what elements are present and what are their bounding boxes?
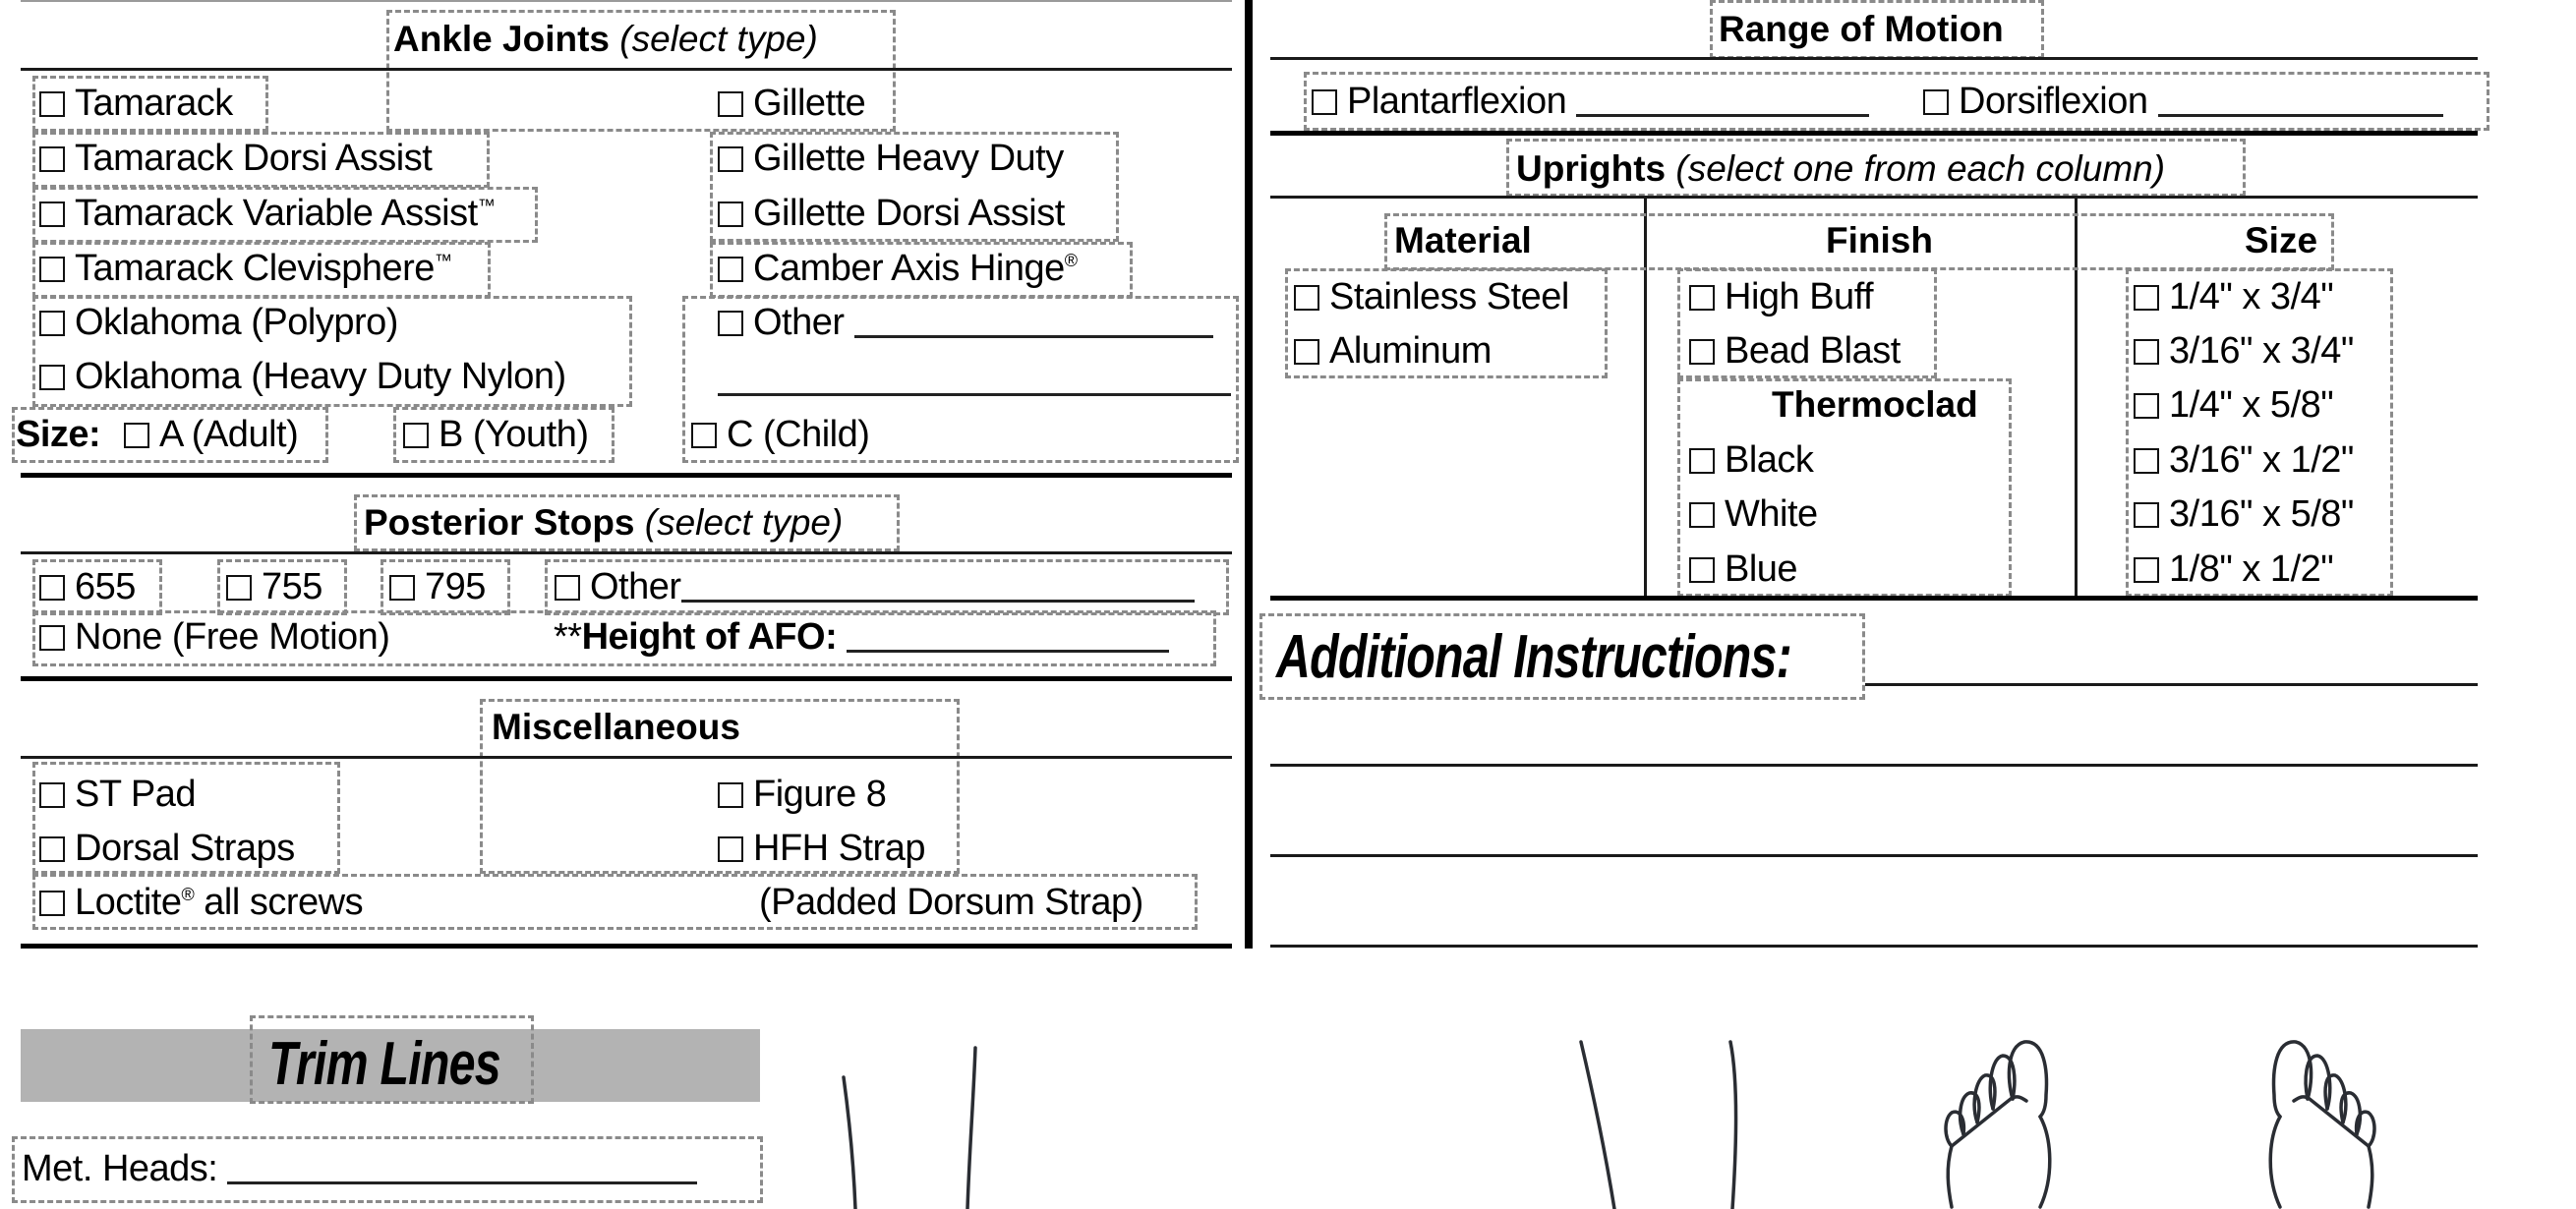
other-input[interactable] [854,306,1213,338]
met-heads-input[interactable] [227,1152,697,1184]
checkbox[interactable] [718,782,743,808]
additional-instructions-title: Additional Instructions: [1276,623,1791,691]
miscellaneous-title: Miscellaneous [492,707,740,747]
checkbox[interactable] [389,575,415,601]
instructions-line-3[interactable] [1270,854,2478,857]
checkbox[interactable] [1294,339,1319,365]
stop-other-input[interactable] [681,570,1195,603]
checkbox[interactable] [39,891,65,916]
uprights-title: Uprights (select one from each column) [1516,148,2166,189]
checkbox[interactable] [2134,448,2159,474]
checkbox[interactable] [1294,285,1319,311]
foot-right-drawing [2207,1040,2379,1207]
checkbox[interactable] [39,91,65,117]
dorsiflexion-input[interactable] [2158,85,2443,117]
thermoclad-black[interactable]: Black [1689,438,1813,482]
material-header: Material [1394,220,1532,260]
column-divider [1245,0,1253,949]
checkbox[interactable] [2134,502,2159,528]
misc-header-rule [21,756,1232,759]
checkbox[interactable] [1312,89,1337,115]
finish-high-buff[interactable]: High Buff [1689,275,1873,318]
thermoclad-header: Thermoclad [1772,384,1978,425]
size-option-5[interactable]: 3/16" x 5/8" [2134,492,2354,536]
rom-dorsiflexion[interactable]: Dorsiflexion [1923,80,2443,123]
leg-back-view-drawing [1573,1042,1750,1209]
size-option-2[interactable]: 3/16" x 3/4" [2134,329,2354,373]
misc-dorsal-straps[interactable]: Dorsal Straps [39,827,295,870]
ankle-joints-header-rule [21,68,1232,71]
size-option-6[interactable]: 1/8" x 1/2" [2134,547,2333,591]
checkbox[interactable] [39,311,65,336]
uprights-header-rule [1270,196,2478,199]
checkbox[interactable] [39,257,65,282]
misc-figure-8[interactable]: Figure 8 [718,773,886,816]
checkbox[interactable] [718,257,743,282]
option-oklahoma-hd-nylon[interactable]: Oklahoma (Heavy Duty Nylon) [39,355,566,398]
other-input-line-2[interactable] [718,393,1231,396]
stop-655[interactable]: 655 [39,565,136,608]
finish-bead-blast[interactable]: Bead Blast [1689,329,1901,373]
checkbox[interactable] [39,365,65,390]
thermoclad-blue[interactable]: Blue [1689,547,1797,591]
rom-header-rule [1270,57,2478,60]
height-of-afo: **Height of AFO: [554,615,1169,659]
option-gillette-dorsi-assist[interactable]: Gillette Dorsi Assist [718,192,1065,235]
option-gillette-heavy-duty[interactable]: Gillette Heavy Duty [718,137,1064,180]
padded-dorsum-note: (Padded Dorsum Strap) [759,882,1143,923]
option-tamarack-clevisphere[interactable]: Tamarack Clevisphere™ [39,247,451,290]
checkbox[interactable] [403,423,429,448]
checkbox[interactable] [2134,393,2159,419]
checkbox[interactable] [718,91,743,117]
checkbox[interactable] [691,423,717,448]
instructions-line-1[interactable] [1865,683,2478,686]
checkbox[interactable] [2134,339,2159,365]
checkbox[interactable] [555,575,580,601]
checkbox[interactable] [39,625,65,651]
checkbox[interactable] [39,575,65,601]
instructions-line-4[interactable] [1270,945,2478,948]
checkbox[interactable] [2134,557,2159,583]
checkbox[interactable] [1689,557,1715,583]
uprights-col-divider-1 [1644,197,1647,598]
posterior-header-rule [21,551,1232,554]
checkbox[interactable] [718,202,743,227]
checkbox[interactable] [1689,448,1715,474]
checkbox[interactable] [1689,285,1715,311]
section-rule [21,473,1232,478]
option-tamarack-dorsi-assist[interactable]: Tamarack Dorsi Assist [39,137,432,180]
checkbox[interactable] [39,836,65,862]
uprights-col-divider-2 [2075,197,2078,598]
stop-other[interactable]: Other [555,565,1195,608]
section-rule [21,676,1232,681]
rom-bottom-rule [1270,131,2478,136]
checkbox[interactable] [39,202,65,227]
stop-795[interactable]: 795 [389,565,486,608]
misc-st-pad[interactable]: ST Pad [39,773,196,816]
checkbox[interactable] [718,836,743,862]
size-adult[interactable]: A (Adult) [124,413,298,456]
checkbox[interactable] [718,146,743,172]
leg-side-view-drawing [836,1042,993,1209]
section-rule [21,944,1232,949]
size-child[interactable]: C (Child) [691,413,869,456]
checkbox[interactable] [1923,89,1949,115]
checkbox[interactable] [226,575,252,601]
checkbox[interactable] [2134,285,2159,311]
option-tamarack-variable-assist[interactable]: Tamarack Variable Assist™ [39,192,495,235]
size-youth[interactable]: B (Youth) [403,413,589,456]
size-option-3[interactable]: 1/4" x 5/8" [2134,383,2333,427]
material-stainless-steel[interactable]: Stainless Steel [1294,275,1569,318]
checkbox[interactable] [124,423,149,448]
foot-left-drawing [1942,1040,2114,1207]
size-option-4[interactable]: 3/16" x 1/2" [2134,438,2354,482]
top-border [21,0,1232,2]
misc-hfh-strap[interactable]: HFH Strap [718,827,925,870]
option-gillette[interactable]: Gillette [718,82,865,125]
option-camber-axis-hinge[interactable]: Camber Axis Hinge® [718,247,1078,290]
height-of-afo-input[interactable] [847,620,1169,653]
posterior-stops-title: Posterior Stops (select type) [364,502,844,543]
size-option-1[interactable]: 1/4" x 3/4" [2134,275,2333,318]
instructions-line-2[interactable] [1270,764,2478,767]
trim-lines-title: Trim Lines [268,1030,500,1098]
rom-plantarflexion[interactable]: Plantarflexion [1312,80,1869,123]
misc-loctite[interactable]: Loctite® all screws [39,881,363,924]
checkbox[interactable] [1689,339,1715,365]
option-oklahoma-polypro[interactable]: Oklahoma (Polypro) [39,301,398,344]
size-label: Size: [16,414,101,455]
checkbox[interactable] [718,311,743,336]
option-other[interactable]: Other [718,301,1213,344]
uprights-bottom-rule [1270,596,2478,601]
thermoclad-white[interactable]: White [1689,492,1818,536]
stop-755[interactable]: 755 [226,565,322,608]
stop-none-free-motion[interactable]: None (Free Motion) [39,615,389,659]
checkbox[interactable] [39,146,65,172]
material-aluminum[interactable]: Aluminum [1294,329,1492,373]
size-header: Size [2245,220,2318,260]
finish-header: Finish [1826,220,1933,260]
checkbox[interactable] [1689,502,1715,528]
met-heads-field: Met. Heads: [22,1147,697,1190]
range-of-motion-title: Range of Motion [1719,9,2004,49]
option-tamarack[interactable]: Tamarack [39,82,233,125]
ankle-joints-title: Ankle Joints (select type) [393,19,818,59]
checkbox[interactable] [39,782,65,808]
plantarflexion-input[interactable] [1576,85,1869,117]
